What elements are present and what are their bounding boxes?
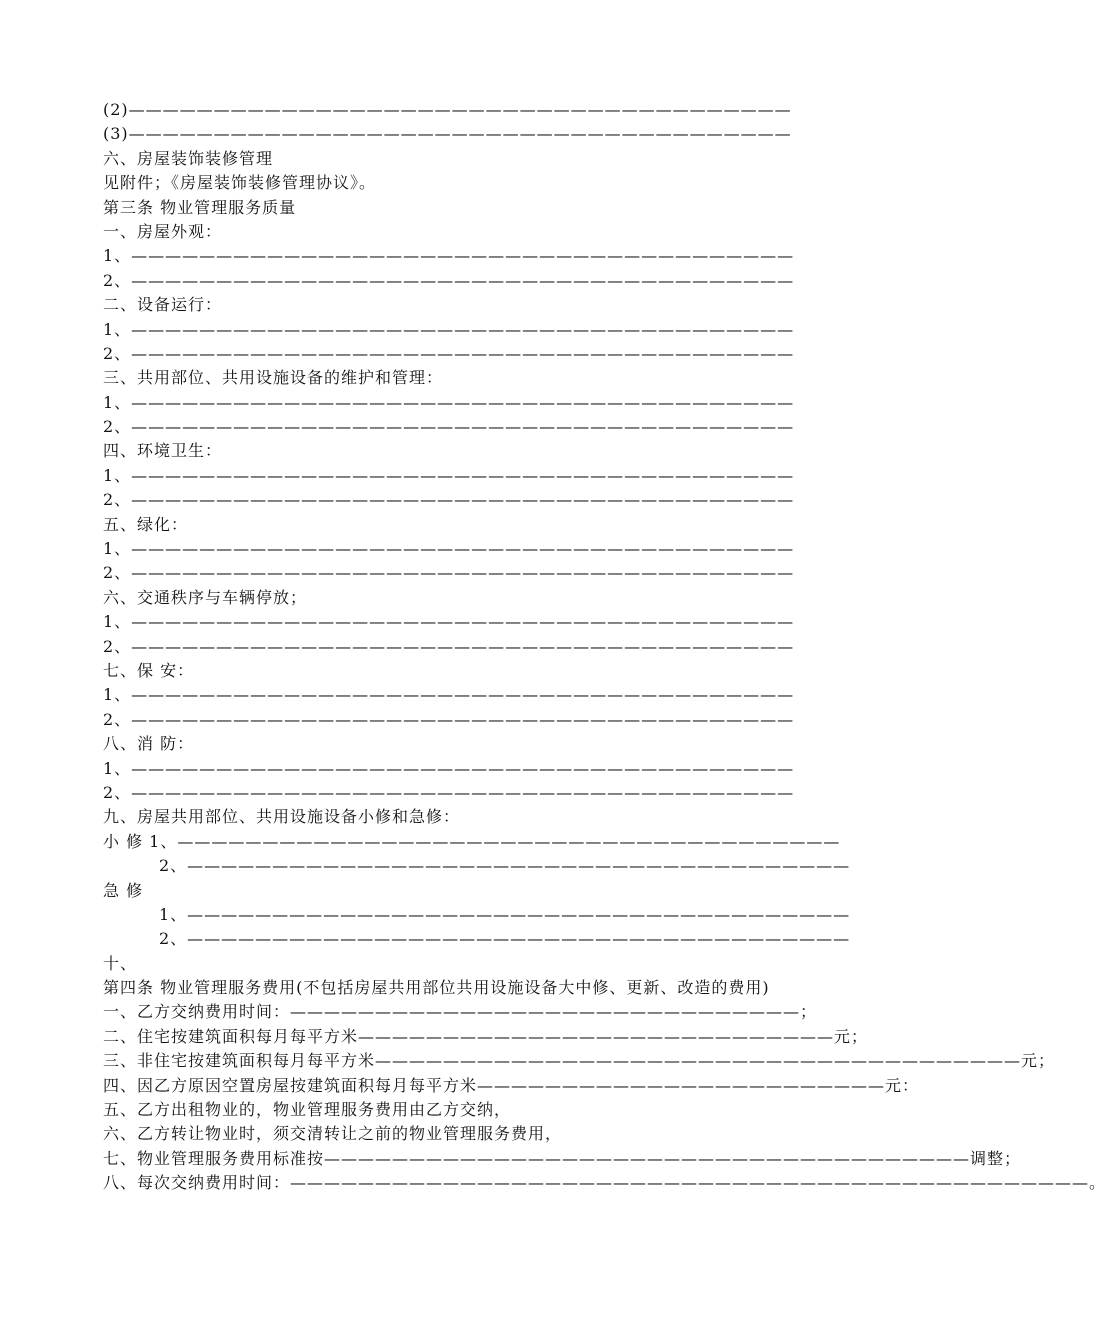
- document-line: 1、———————————————————————————————————————: [103, 685, 795, 705]
- document-line: 2、———————————————————————————————————————: [159, 929, 851, 949]
- document-line: 九、房屋共用部位、共用设施设备小修和急修：: [103, 807, 461, 827]
- document-line: 2、———————————————————————————————————————: [103, 782, 795, 802]
- document-line: 1、———————————————————————————————————————: [103, 246, 795, 266]
- document-line: 见附件；《房屋装饰装修管理协议》。: [103, 173, 377, 193]
- document-line: 第三条 物业管理服务质量: [103, 197, 297, 217]
- document-line: 八、每次交纳费用时间：———————————————————————————————————————————————。: [103, 1173, 1106, 1193]
- document-line: 2、———————————————————————————————————————: [103, 636, 795, 656]
- document-line: 1、———————————————————————————————————————: [103, 392, 795, 412]
- document-line: 2、———————————————————————————————————————: [103, 417, 795, 437]
- document-line: 五、绿化：: [103, 514, 189, 534]
- document-line: 1、———————————————————————————————————————: [159, 904, 851, 924]
- document-page: [103, 98, 1106, 1196]
- document-line: 十、: [103, 953, 138, 973]
- document-line: 1、———————————————————————————————————————: [103, 319, 795, 339]
- document-line: 三、共用部位、共用设施设备的维护和管理：: [103, 368, 444, 388]
- document-line: 急 修: [103, 880, 144, 900]
- document-line: 2、———————————————————————————————————————: [103, 343, 795, 363]
- document-line: 2、———————————————————————————————————————: [103, 270, 795, 290]
- document-line: 2、———————————————————————————————————————: [103, 709, 795, 729]
- document-line: 八、消 防：: [103, 734, 195, 754]
- document-line: 七、保 安：: [103, 660, 195, 680]
- document-line: 2、———————————————————————————————————————: [103, 563, 795, 583]
- document-line: 四、环境卫生：: [103, 441, 223, 461]
- document-line: 小 修 1、———————————————————————————————————————: [103, 831, 841, 851]
- document-line: 2、———————————————————————————————————————: [103, 490, 795, 510]
- document-line: 五、乙方出租物业的，物业管理服务费用由乙方交纳，: [103, 1100, 512, 1120]
- document-line: 1、———————————————————————————————————————: [103, 612, 795, 632]
- document-line: 1、———————————————————————————————————————: [103, 758, 795, 778]
- document-line: 六、交通秩序与车辆停放；: [103, 587, 308, 607]
- document-line: 一、乙方交纳费用时间：——————————————————————————————；: [103, 1002, 818, 1022]
- document-line: 一、房屋外观：: [103, 221, 223, 241]
- document-line: 二、设备运行：: [103, 295, 223, 315]
- document-line: 1、———————————————————————————————————————: [103, 539, 795, 559]
- document-line: (2)———————————————————————————————————————: [103, 100, 792, 119]
- document-line: 七、物业管理服务费用标准按——————————————————————————————————————调整；: [103, 1148, 1022, 1168]
- document-line: 二、住宅按建筑面积每月每平方米————————————————————————————元；: [103, 1026, 869, 1046]
- document-line: 三、非住宅按建筑面积每月每平方米——————————————————————————————————————元；: [103, 1051, 1056, 1071]
- document-line: 六、房屋装饰装修管理: [103, 148, 274, 168]
- document-line: (3)———————————————————————————————————————: [103, 124, 792, 144]
- document-line: 四、因乙方原因空置房屋按建筑面积每月每平方米————————————————————————元：: [103, 1075, 920, 1095]
- document-line: 第四条 物业管理服务费用(不包括房屋共用部位共用设施设备大中修、更新、改造的费用): [103, 978, 770, 998]
- document-line: 2、———————————————————————————————————————: [159, 856, 851, 876]
- document-line: 六、乙方转让物业时，须交清转让之前的物业管理服务费用，: [103, 1124, 563, 1144]
- document-line: 1、———————————————————————————————————————: [103, 465, 795, 485]
